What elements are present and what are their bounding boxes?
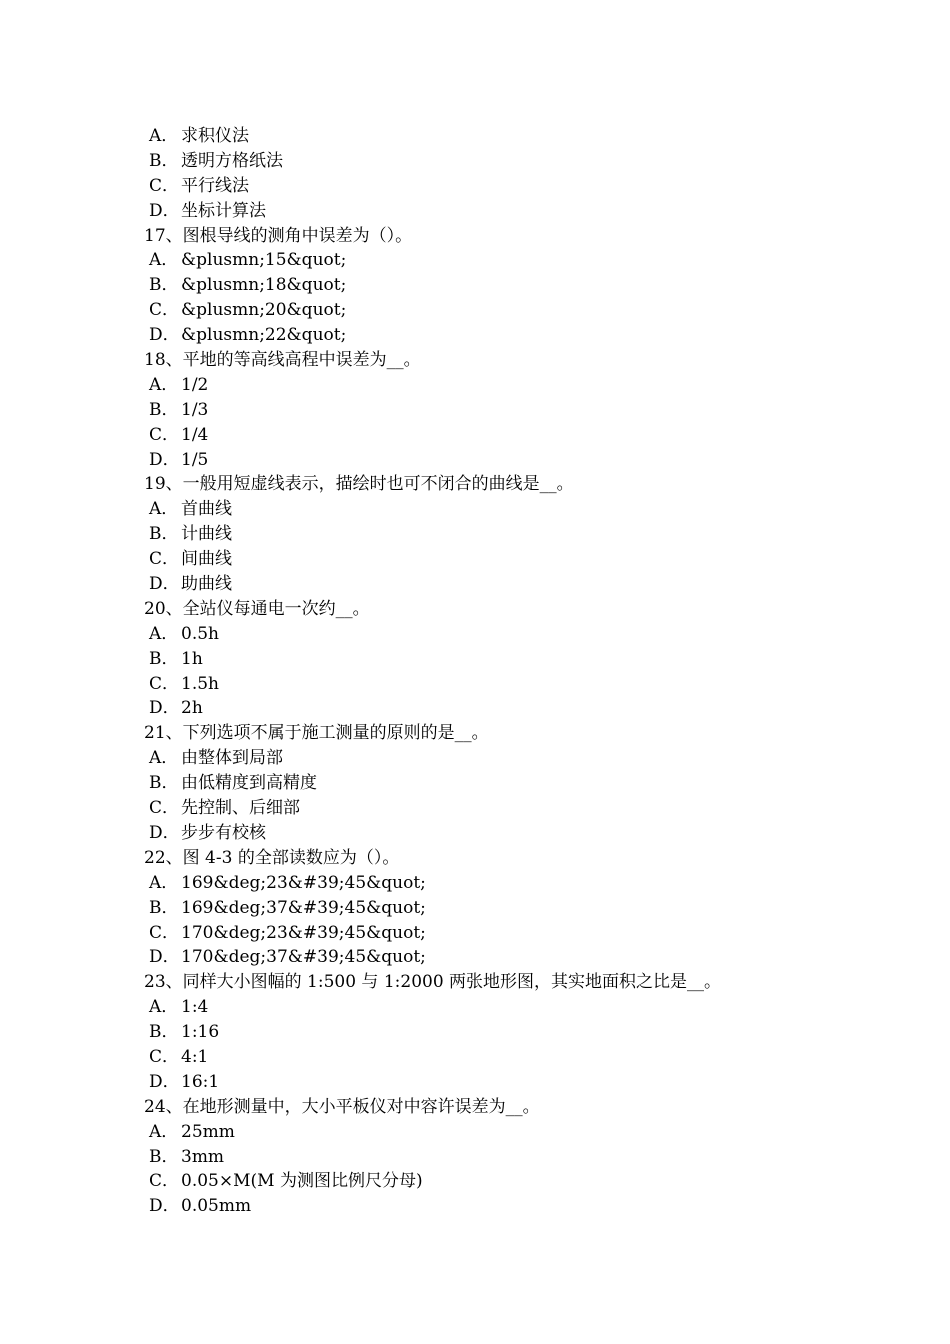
option-letter: A． <box>149 872 179 893</box>
question-stem: 20、全站仪每通电一次约__。 <box>144 598 370 619</box>
answer-option <box>144 497 844 522</box>
answer-option <box>144 547 844 572</box>
question-text <box>144 472 844 497</box>
answer-option <box>144 921 844 946</box>
option-letter: C． <box>149 673 180 694</box>
option-letter: D． <box>149 325 180 346</box>
answer-option <box>144 323 844 348</box>
question-stem: 19、一般用短虚线表示，描绘时也可不闭合的曲线是__。 <box>144 474 574 495</box>
option-text: &plusmn;22&quot; <box>181 325 347 346</box>
answer-option <box>144 1070 844 1095</box>
question-stem: 18、平地的等高线高程中误差为__。 <box>144 350 421 371</box>
option-text: 16:1 <box>181 1071 220 1092</box>
option-text: 1/5 <box>181 449 209 470</box>
option-letter: D． <box>149 698 180 719</box>
option-text: 1.5h <box>181 673 219 694</box>
question-stem: 17、图根导线的测角中误差为（）。 <box>144 225 413 246</box>
option-letter: B． <box>149 275 179 296</box>
question-stem: 24、在地形测量中，大小平板仪对中容许误差为__。 <box>144 1096 540 1117</box>
option-text: 3mm <box>181 1146 225 1167</box>
answer-option <box>144 398 844 423</box>
answer-option <box>144 1020 844 1045</box>
question-text <box>144 348 844 373</box>
answer-option <box>144 647 844 672</box>
option-letter: A． <box>149 250 179 271</box>
option-letter: D． <box>149 200 180 221</box>
answer-option <box>144 1169 844 1194</box>
answer-option <box>144 1120 844 1145</box>
option-text: 先控制、后细部 <box>181 798 300 819</box>
answer-option <box>144 672 844 697</box>
option-text: 2h <box>181 698 203 719</box>
option-text: 170&deg;23&#39;45&quot; <box>181 922 426 943</box>
option-letter: D． <box>149 1071 180 1092</box>
question-text <box>144 970 844 995</box>
answer-option <box>144 572 844 597</box>
option-letter: C． <box>149 922 180 943</box>
option-text: 0.5h <box>181 623 219 644</box>
option-text: 间曲线 <box>181 549 232 570</box>
option-text: 求积仪法 <box>181 126 249 146</box>
option-letter: B． <box>149 399 179 420</box>
option-text: &plusmn;18&quot; <box>181 275 347 296</box>
option-letter: D． <box>149 947 180 968</box>
option-text: 1/2 <box>181 374 209 395</box>
option-letter: D． <box>149 574 180 595</box>
option-letter: C． <box>149 1046 180 1067</box>
answer-option <box>144 448 844 473</box>
option-text: 169&deg;37&#39;45&quot; <box>181 897 426 918</box>
option-letter: C． <box>149 549 180 570</box>
option-text: &plusmn;20&quot; <box>181 300 347 321</box>
answer-option <box>144 771 844 796</box>
option-letter: C． <box>149 1171 180 1192</box>
question-stem: 22、图 4-3 的全部读数应为（）。 <box>144 847 400 868</box>
option-letter: B． <box>149 150 179 171</box>
answer-option <box>144 124 844 149</box>
answer-option <box>144 174 844 199</box>
option-text: 计曲线 <box>181 524 232 545</box>
answer-option <box>144 945 844 970</box>
option-letter: D． <box>149 449 180 470</box>
answer-option <box>144 796 844 821</box>
option-letter: A． <box>149 623 179 644</box>
option-letter: A． <box>149 126 179 146</box>
answer-option <box>144 995 844 1020</box>
option-letter: C． <box>149 300 180 321</box>
question-text <box>144 846 844 871</box>
option-text: 1/3 <box>181 399 209 420</box>
question-stem: 21、下列选项不属于施工测量的原则的是__。 <box>144 723 489 744</box>
option-text: &plusmn;15&quot; <box>181 250 347 271</box>
option-letter: B． <box>149 1022 179 1043</box>
answer-option <box>144 696 844 721</box>
option-letter: B． <box>149 1146 179 1167</box>
option-letter: D． <box>149 1196 180 1217</box>
answer-option <box>144 199 844 224</box>
option-text: 坐标计算法 <box>181 200 266 221</box>
answer-option <box>144 522 844 547</box>
option-letter: A． <box>149 499 179 520</box>
option-text: 首曲线 <box>181 499 232 520</box>
option-letter: A． <box>149 374 179 395</box>
answer-option <box>144 149 844 174</box>
answer-option <box>144 373 844 398</box>
option-letter: A． <box>149 997 179 1018</box>
answer-option <box>144 821 844 846</box>
question-list <box>144 124 844 1219</box>
option-text: 由低精度到高精度 <box>181 773 317 794</box>
option-text: 1:16 <box>181 1022 220 1043</box>
option-letter: D． <box>149 822 180 843</box>
option-letter: B． <box>149 773 179 794</box>
option-text: 169&deg;23&#39;45&quot; <box>181 872 426 893</box>
question-text <box>144 597 844 622</box>
option-letter: B． <box>149 897 179 918</box>
option-text: 4:1 <box>181 1046 209 1067</box>
option-text: 平行线法 <box>181 175 249 196</box>
option-text: 0.05×M(M 为测图比例尺分母) <box>181 1171 423 1192</box>
option-text: 由整体到局部 <box>181 748 283 769</box>
option-letter: C． <box>149 175 180 196</box>
answer-option <box>144 273 844 298</box>
option-letter: B． <box>149 648 179 669</box>
answer-option <box>144 746 844 771</box>
answer-option <box>144 896 844 921</box>
option-text: 透明方格纸法 <box>181 150 283 171</box>
question-text <box>144 1095 844 1120</box>
question-text <box>144 224 844 249</box>
option-letter: C． <box>149 798 180 819</box>
question-stem: 23、同样大小图幅的 1:500 与 1:2000 两张地形图，其实地面积之比是__。 <box>144 972 722 993</box>
answer-option <box>144 423 844 448</box>
answer-option <box>144 298 844 323</box>
option-text: 助曲线 <box>181 574 232 595</box>
option-text: 170&deg;37&#39;45&quot; <box>181 947 426 968</box>
option-text: 25mm <box>181 1121 235 1142</box>
option-letter: C． <box>149 424 180 445</box>
option-text: 步步有校核 <box>181 822 266 843</box>
option-letter: A． <box>149 748 179 769</box>
answer-option <box>144 1194 844 1219</box>
option-text: 1h <box>181 648 203 669</box>
answer-option <box>144 1045 844 1070</box>
answer-option <box>144 1145 844 1170</box>
option-letter: B． <box>149 524 179 545</box>
option-text: 1/4 <box>181 424 209 445</box>
answer-option <box>144 248 844 273</box>
option-text: 0.05mm <box>181 1196 252 1217</box>
answer-option <box>144 622 844 647</box>
question-text <box>144 721 844 746</box>
option-text: 1:4 <box>181 997 209 1018</box>
option-letter: A． <box>149 1121 179 1142</box>
answer-option <box>144 871 844 896</box>
